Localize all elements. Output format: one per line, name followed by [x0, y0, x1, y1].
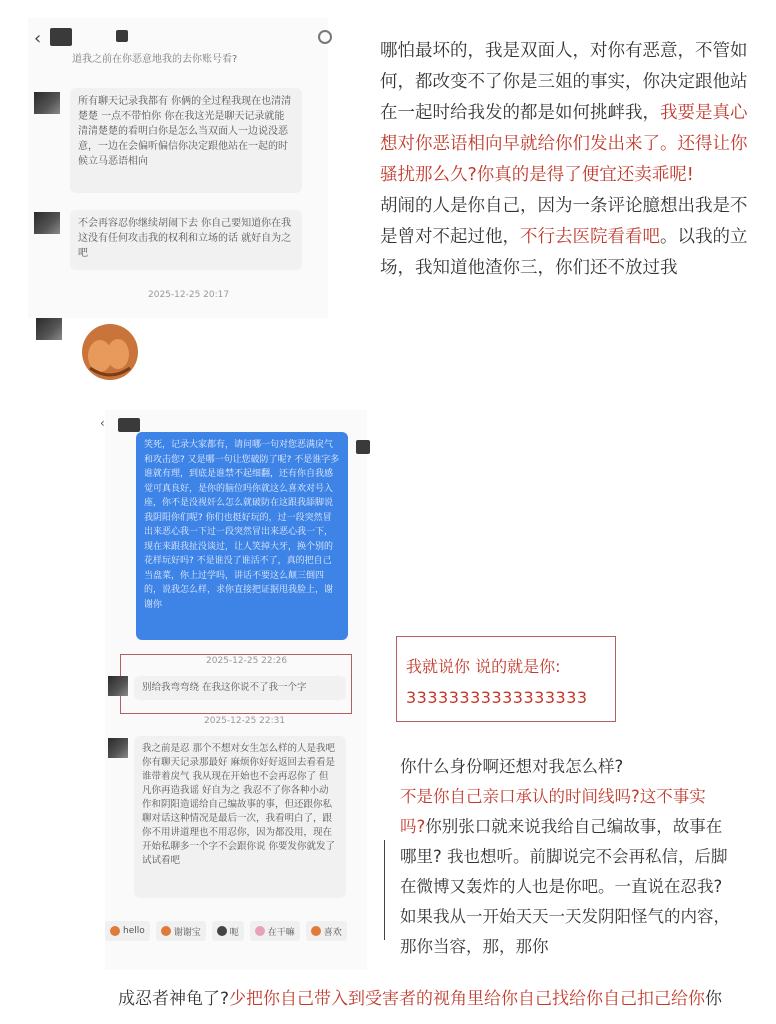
contact-name-blurred-2 [116, 30, 128, 42]
message-bubble: 我之前是忍 那个不想对女生怎么样的人是我吧 你有聊天记录那最好 麻烦你好好返回去看看是谁带着戾气 我从现在开始也不会再忍你了 但凡你再造我谣 好自为之 我忍不了你各种小动作和阴阳造谣给自己编故事的事，但还跟你私聊对话这种情况是最后一次，我看明白了，跟你不用讲道理也不用忍你，因为都没用，现在开始私聊多一个字不会跟你说 你要发你就发了试试看吧 [134, 736, 346, 898]
timestamp: 2025-12-25 22:26 [206, 656, 288, 666]
sticker-icon [110, 926, 120, 936]
sticker-suggestion-bar [105, 918, 385, 944]
contact-name-blurred [118, 418, 140, 432]
sent-message-bubble: 笑死，记录大家都有，请问哪一句对您恶满戾气和攻击您? 又是哪一句让您破防了呢? 不是谁字多谁就有理，到底是谁禁不起细翻，还有你自我感觉可真良好，是你的脑位吗你就这么喜欢对号入座，你不是没视奸么怎么就破防在这跟我舔脚说我阴阳你们呢? 你们也挺好玩的，过一段突然冒出来恶心我一下过一段突然冒出来恶心我一下，现在来跟我扯没谈过，让人笑掉大牙，换个别的花样玩好吗? 不是谁没了谁活不了，真的把自己当盘菜，你上过学吗，讲话不要这么颠三倒四的，说我怎么样，求你直接把证据甩我脸上，谢谢你 [136, 432, 348, 640]
sticker-icon [255, 926, 265, 936]
avatar-self [356, 440, 370, 454]
timestamp: 2025-12-25 22:31 [204, 716, 286, 726]
timestamp: 2025-12-25 20:17 [148, 290, 230, 300]
sticker-hello[interactable]: hello [105, 921, 150, 941]
commentary-text: 哪怕最坏的，我是双面人，对你有恶意，不管如何，都改变不了你是三姐的事实，你决定跟他站在一起时给我发的都是如何挑衅我，我要是真心想对你恶语相向早就给你们发出来了。还得让你骚扰那么久?你真的是得了便宜还卖乖呢! 胡闹的人是你自己，因为一条评论臆想出我是不是曾对不起过他，不行去医院看看吧。以我的立场，我知道他渣你三，你们还不放过我 [380, 41, 748, 278]
sticker-icon [161, 926, 171, 936]
commentary-text-2: 你什么身份啊还想对我怎么样? 不是你自己亲口承认的时间线吗?这不事实吗?你别张口就来说我给自己编故事，故事在哪里? 我也想听。前脚说完不会再私信，后脚在微博又轰炸的人也是你吧。一直说在忍我? 如果我从一开始天天一天发阴阳怪气的内容，那你当容，那，那你 [400, 757, 730, 956]
sticker-icon [217, 926, 227, 936]
contact-name-blurred [50, 28, 72, 46]
boxed-comment [396, 636, 616, 722]
message-bubble: 别给我弯弯绕 在我这你说不了我一个字 [134, 676, 346, 700]
avatar [108, 738, 128, 758]
avatar [34, 212, 60, 234]
message-bubble: 不会再容忍你继续胡闹下去 你自己要知道你在我这没有任何攻击我的权利和立场的话 就好自为之吧 [70, 210, 302, 270]
avatar [36, 318, 62, 340]
facepalm-sticker-icon [74, 318, 144, 384]
sticker-like[interactable]: 喜欢 [306, 921, 347, 941]
message-bubble: 所有聊天记录我都有 你俩的全过程我现在也清清楚楚 一点不带怕你 你在我这光是聊天记录就能清清楚楚的看明白你是怎么当双面人一边说没恶意，一边在会偏听偏信你决定跟他站在一起的时候立马恶语相向 [70, 88, 302, 193]
sticker-what-doing[interactable]: 在干嘛 [250, 921, 300, 941]
commentary-text-3: 成忍者神龟了?少把你自己带入到受害者的视角里给你自己找给你自己扣己给你你 [118, 989, 723, 1009]
boxed-comment-line2: 33333333333333333 [406, 688, 588, 707]
cut-off-message: 道我之前在你恶意地我的去你账号看? [72, 54, 238, 65]
avatar [108, 676, 128, 696]
chevron-left-icon[interactable]: ‹ [100, 416, 105, 430]
sticker-thanks[interactable]: 谢谢宝 [156, 921, 206, 941]
divider [384, 840, 385, 940]
chevron-left-icon[interactable]: ‹ [34, 28, 42, 49]
search-icon[interactable] [318, 30, 332, 44]
sticker-icon [311, 926, 321, 936]
sticker-e[interactable]: 呃 [212, 921, 244, 941]
boxed-comment-line1: 我就说你 说的就是你: [406, 657, 561, 676]
avatar [34, 92, 60, 114]
